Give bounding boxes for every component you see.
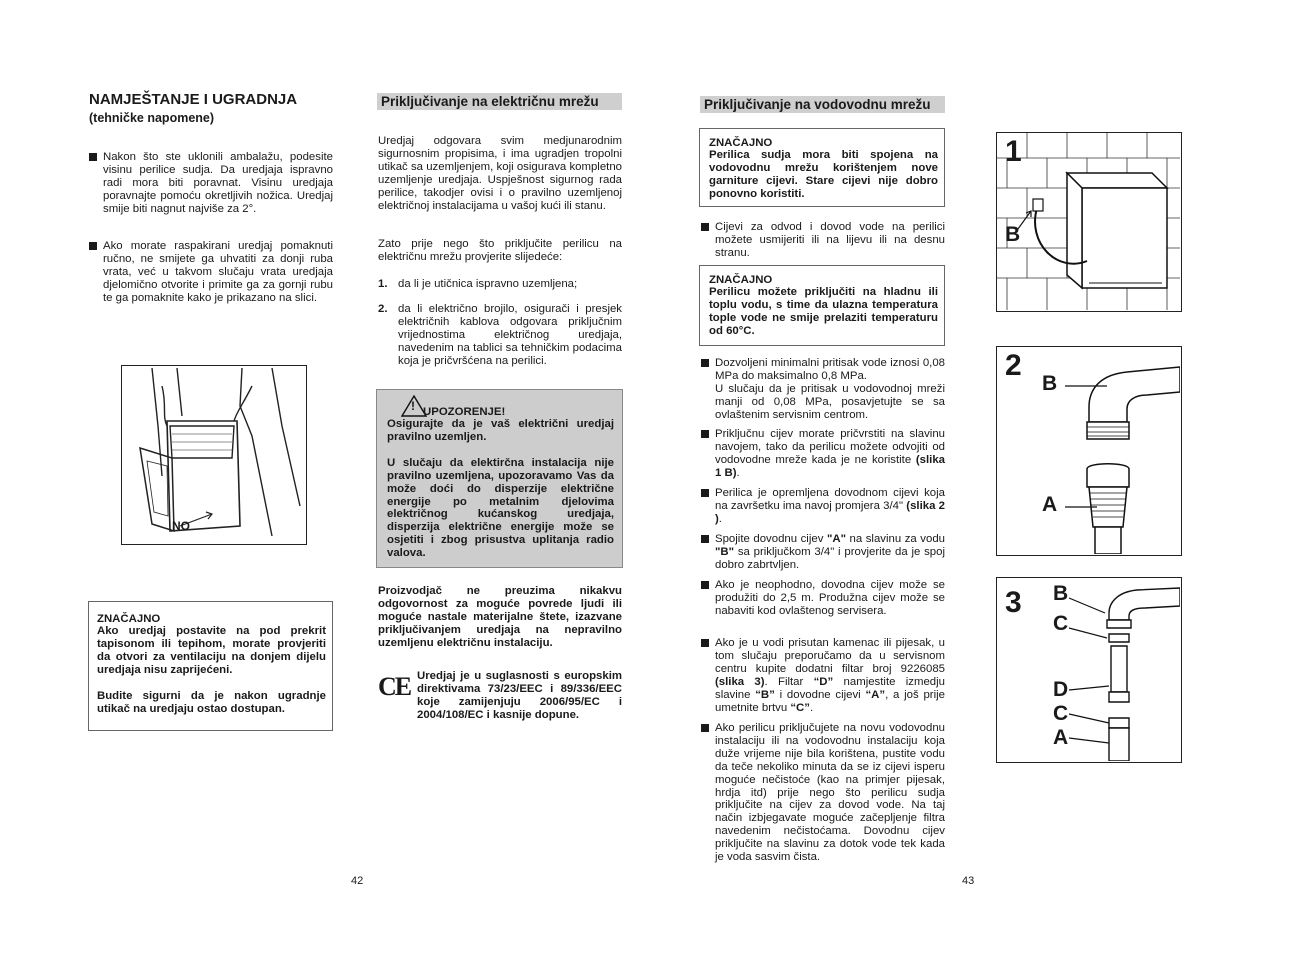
figure-label: A <box>1042 493 1058 516</box>
square-bullet-icon <box>701 581 709 589</box>
warning-title: UPOZORENJE! <box>423 406 506 418</box>
figure-1 <box>996 132 1182 312</box>
notice-box <box>699 265 945 346</box>
notice-text: Perilicu možete priključiti na hladnu ili toplu vodu, s time da ulazna temperatura tople vode ne smije prelaziti temperaturu od 60°C. <box>709 286 938 337</box>
exclamation-mark: ! <box>411 399 415 413</box>
ce-text: Uredjaj je u suglasnosti s europskim direktivama 73/23/EEC i 89/336/EEC koje zamijenjuju 2006/95/EC i 2004/108/EC i kasnije dopune. <box>417 670 622 721</box>
square-bullet-icon <box>701 359 709 367</box>
warning-box <box>376 389 623 568</box>
list-item: Spojite dovodnu cijev "A" na slavinu za vodu "B" sa priključkom 3/4" i provjerite da je spoj dobro zabrtvljen. <box>701 533 945 572</box>
list-item: Ako perilicu priključujete na novu vodovodnu instalaciju ili na vodovodnu instalaciju koja duže vrijeme nije bila korištena, pustite vodu da teče nekoliko minuta da se iz cijevi isperu moguće nečistoće (kao na primjer pijesak, hrdja itd) prije nego što perilicu sudja priključite na cijev za dovod vode. Na taj način izbjegavate moguće začepljenje filtra navedenim nečistoćama. Dovodnu cijev priključite na slavinu za dotok vode tek kada je voda sasvim čista. <box>701 722 945 864</box>
list-item: Cijevi za odvod i dovod vode na perilici možete usmijeriti ili na lijevu ili na desnu stranu. <box>701 221 945 260</box>
no-label: NO <box>172 519 190 533</box>
notice-title: ZNAČAJNO <box>709 137 773 149</box>
page-number: 42 <box>351 875 364 887</box>
figure-label: B <box>1053 582 1069 605</box>
figure-label: C <box>1053 612 1069 635</box>
figure-reference: (slika 1 B) <box>715 453 945 479</box>
list-item: Ako je neophodno, dovodna cijev može se produžiti do 2,5 m. Produžna cijev može se nabaviti kod ovlaštenog servisera. <box>701 579 945 618</box>
section-header: Priključivanje na vodovodnu mrežu <box>700 96 945 113</box>
page-title: NAMJEŠTANJE I UGRADNJA <box>89 91 298 108</box>
tap-and-hose-drawing <box>997 347 1180 554</box>
figure-label: A <box>1053 726 1069 749</box>
dishwasher-moving-illustration <box>121 365 307 545</box>
paragraph: Zato prije nego što priključite perilicu na električnu mrežu provjerite slijedeće: <box>378 238 622 263</box>
square-bullet-icon <box>701 639 709 647</box>
list-item-continuation: U slučaju da je pritisak u vodovodnoj mreži manji od 0,08 MPa, posavjetujte se sa ovlaštenim servisnim centrom. <box>715 382 945 421</box>
notice-title: ZNAČAJNO <box>97 613 161 625</box>
notice-box <box>699 128 945 207</box>
square-bullet-icon <box>701 430 709 438</box>
figure-reference: (slika 3) <box>715 675 765 688</box>
list-item: Dozvoljeni minimalni pritisak vode iznosi 0,08 MPa do maksimalno 0,8 MPa. U slučaju da je pritisak u vodovodnoj mreži manji od 0,08 MPa, posavjetujte se sa ovlaštenim servisnim centrom. <box>701 357 945 422</box>
section-header: Priključivanje na električnu mrežu <box>377 93 622 110</box>
label-a: “A” <box>865 688 886 701</box>
label-b: “B” <box>755 688 775 701</box>
notice-text: Budite sigurni da je nakon ugradnje utikač na uredjaju ostao dostupan. <box>97 689 326 715</box>
notice-text: Perilica sudja mora biti spojena na vodovodnu mrežu korištenjem nove garniture cijevi. Stare cijevi nije dobro ponovno koristiti. <box>709 149 938 200</box>
square-bullet-icon <box>701 223 709 231</box>
square-bullet-icon <box>701 724 709 732</box>
figure-label: B <box>1005 223 1021 246</box>
page-subtitle: (tehničke napomene) <box>89 111 215 125</box>
label-a: "A" <box>826 533 846 545</box>
liability-text: Proizvodjač ne preuzima nikakvu odgovornost za moguće povrede ljudi ili moguće nastale materijalne štete, izazvane priključivanjem uredjaja na nepravilno uzemljenu električnu instalaciju. <box>378 585 622 649</box>
figure-3 <box>996 577 1182 763</box>
square-bullet-icon <box>701 535 709 543</box>
square-bullet-icon <box>89 242 97 250</box>
figure-number: 3 <box>1005 586 1022 619</box>
warning-heading <box>387 395 614 423</box>
figure-label: B <box>1042 372 1058 395</box>
list-item: Priključnu cijev morate pričvrstiti na slavinu navojem, tako da perilicu možete odvojiti od vodovodne mreže kada je ne koristite (slika 1 B). <box>701 428 945 480</box>
list-item: Perilica je opremljena dovodnom cijevi koja na završetku ima navoj promjera 3/4" (slika 2 ). <box>701 487 945 526</box>
list-item: da li je utičnica ispravno uzemljena; <box>398 278 578 290</box>
list-item: Ako morate raspakirani uredjaj pomaknuti ručno, ne smijete ga uhvatiti za donji ruba vrata, već u takvom slučaju vrata uredjaja djelomično otvorite i primite ga za gornji rubu te ga pomaknite kako je prikazano na slici. <box>89 240 333 305</box>
notice-text: Ako uredjaj postavite na pod prekrit tapisonom ili tepihom, morate provjeriti da otvori za ventilaciju na donjem dijelu uredjaja nisu zaprijećeni. <box>97 625 326 676</box>
list-item: da li električno brojilo, osigurači i presjek električnih kablova odgovara priključnim vrijednostima električnog uredjaja, navedenim na tablici sa tehničkim podacima koja je pričvršćena na perilici. <box>398 303 622 367</box>
page-number: 43 <box>962 875 975 887</box>
square-bullet-icon <box>89 153 97 161</box>
figure-label: D <box>1053 678 1069 701</box>
notice-title: ZNAČAJNO <box>709 274 773 286</box>
label-b: "B" <box>715 545 735 558</box>
list-item: Nakon što ste uklonili ambalažu, podesite visinu perilice sudja. Da uredjaja ispravno radi mora biti poravnat. Visinu uredjaja poravnajte pomoću okretljivih nožica. Uredjaj smije biti nagnut najviše za 2°. <box>89 151 333 216</box>
dishwasher-moving-drawing <box>122 366 305 543</box>
warning-text: U slučaju da elektirčna instalacija nije pravilno uzemljena, upozoravamo Vas da može doći do disperzije električne energije po metalnim djelovima električnog kućanskog uredjaja, disperzija električne energije može se osjetiti i zbog prisustva uplitanja radio valova. <box>387 456 614 560</box>
warning-text: Osigurajte da je vaš električni uredjaj pravilno uzemljen. <box>387 418 614 443</box>
label-d: “D” <box>813 675 834 688</box>
list-item: Ako je u vodi prisutan kamenac ili pijesak, u tom slučaju preporučamo da u servisnom centru kupite dodatni filtar broj 9226085 (slika 3). Filtar “D” namjestite izmedju slavine “B” i dovodne cijevi “A”, a još prije umetnite brtvu “C”. <box>701 637 945 714</box>
figure-label: C <box>1053 702 1069 725</box>
figure-number: 1 <box>1005 135 1022 168</box>
figure-number: 2 <box>1005 349 1022 382</box>
list-number: 2. <box>378 303 388 315</box>
paragraph: Uredjaj odgovara svim medjunarodnim sigurnosnim propisima, i ima ugradjen tropolni utikač sa uzemljenjem, koji osigurava kompletno uzemljenje uredjaja. Uspješnost sigurnog rada perilice, takodjer ovisi i o pravilno uzemljenoj električnoj instalacijama u vašoj kući ili stanu. <box>378 135 622 212</box>
square-bullet-icon <box>701 489 709 497</box>
list-number: 1. <box>378 278 388 290</box>
ce-mark-icon: CE <box>378 672 411 701</box>
notice-box <box>88 601 333 731</box>
figure-reference: (slika 2 ) <box>715 499 945 525</box>
filter-assembly-drawing <box>997 578 1180 761</box>
dishwasher-connection-drawing <box>997 133 1180 310</box>
label-c: “C” <box>790 701 810 714</box>
figure-2 <box>996 346 1182 556</box>
